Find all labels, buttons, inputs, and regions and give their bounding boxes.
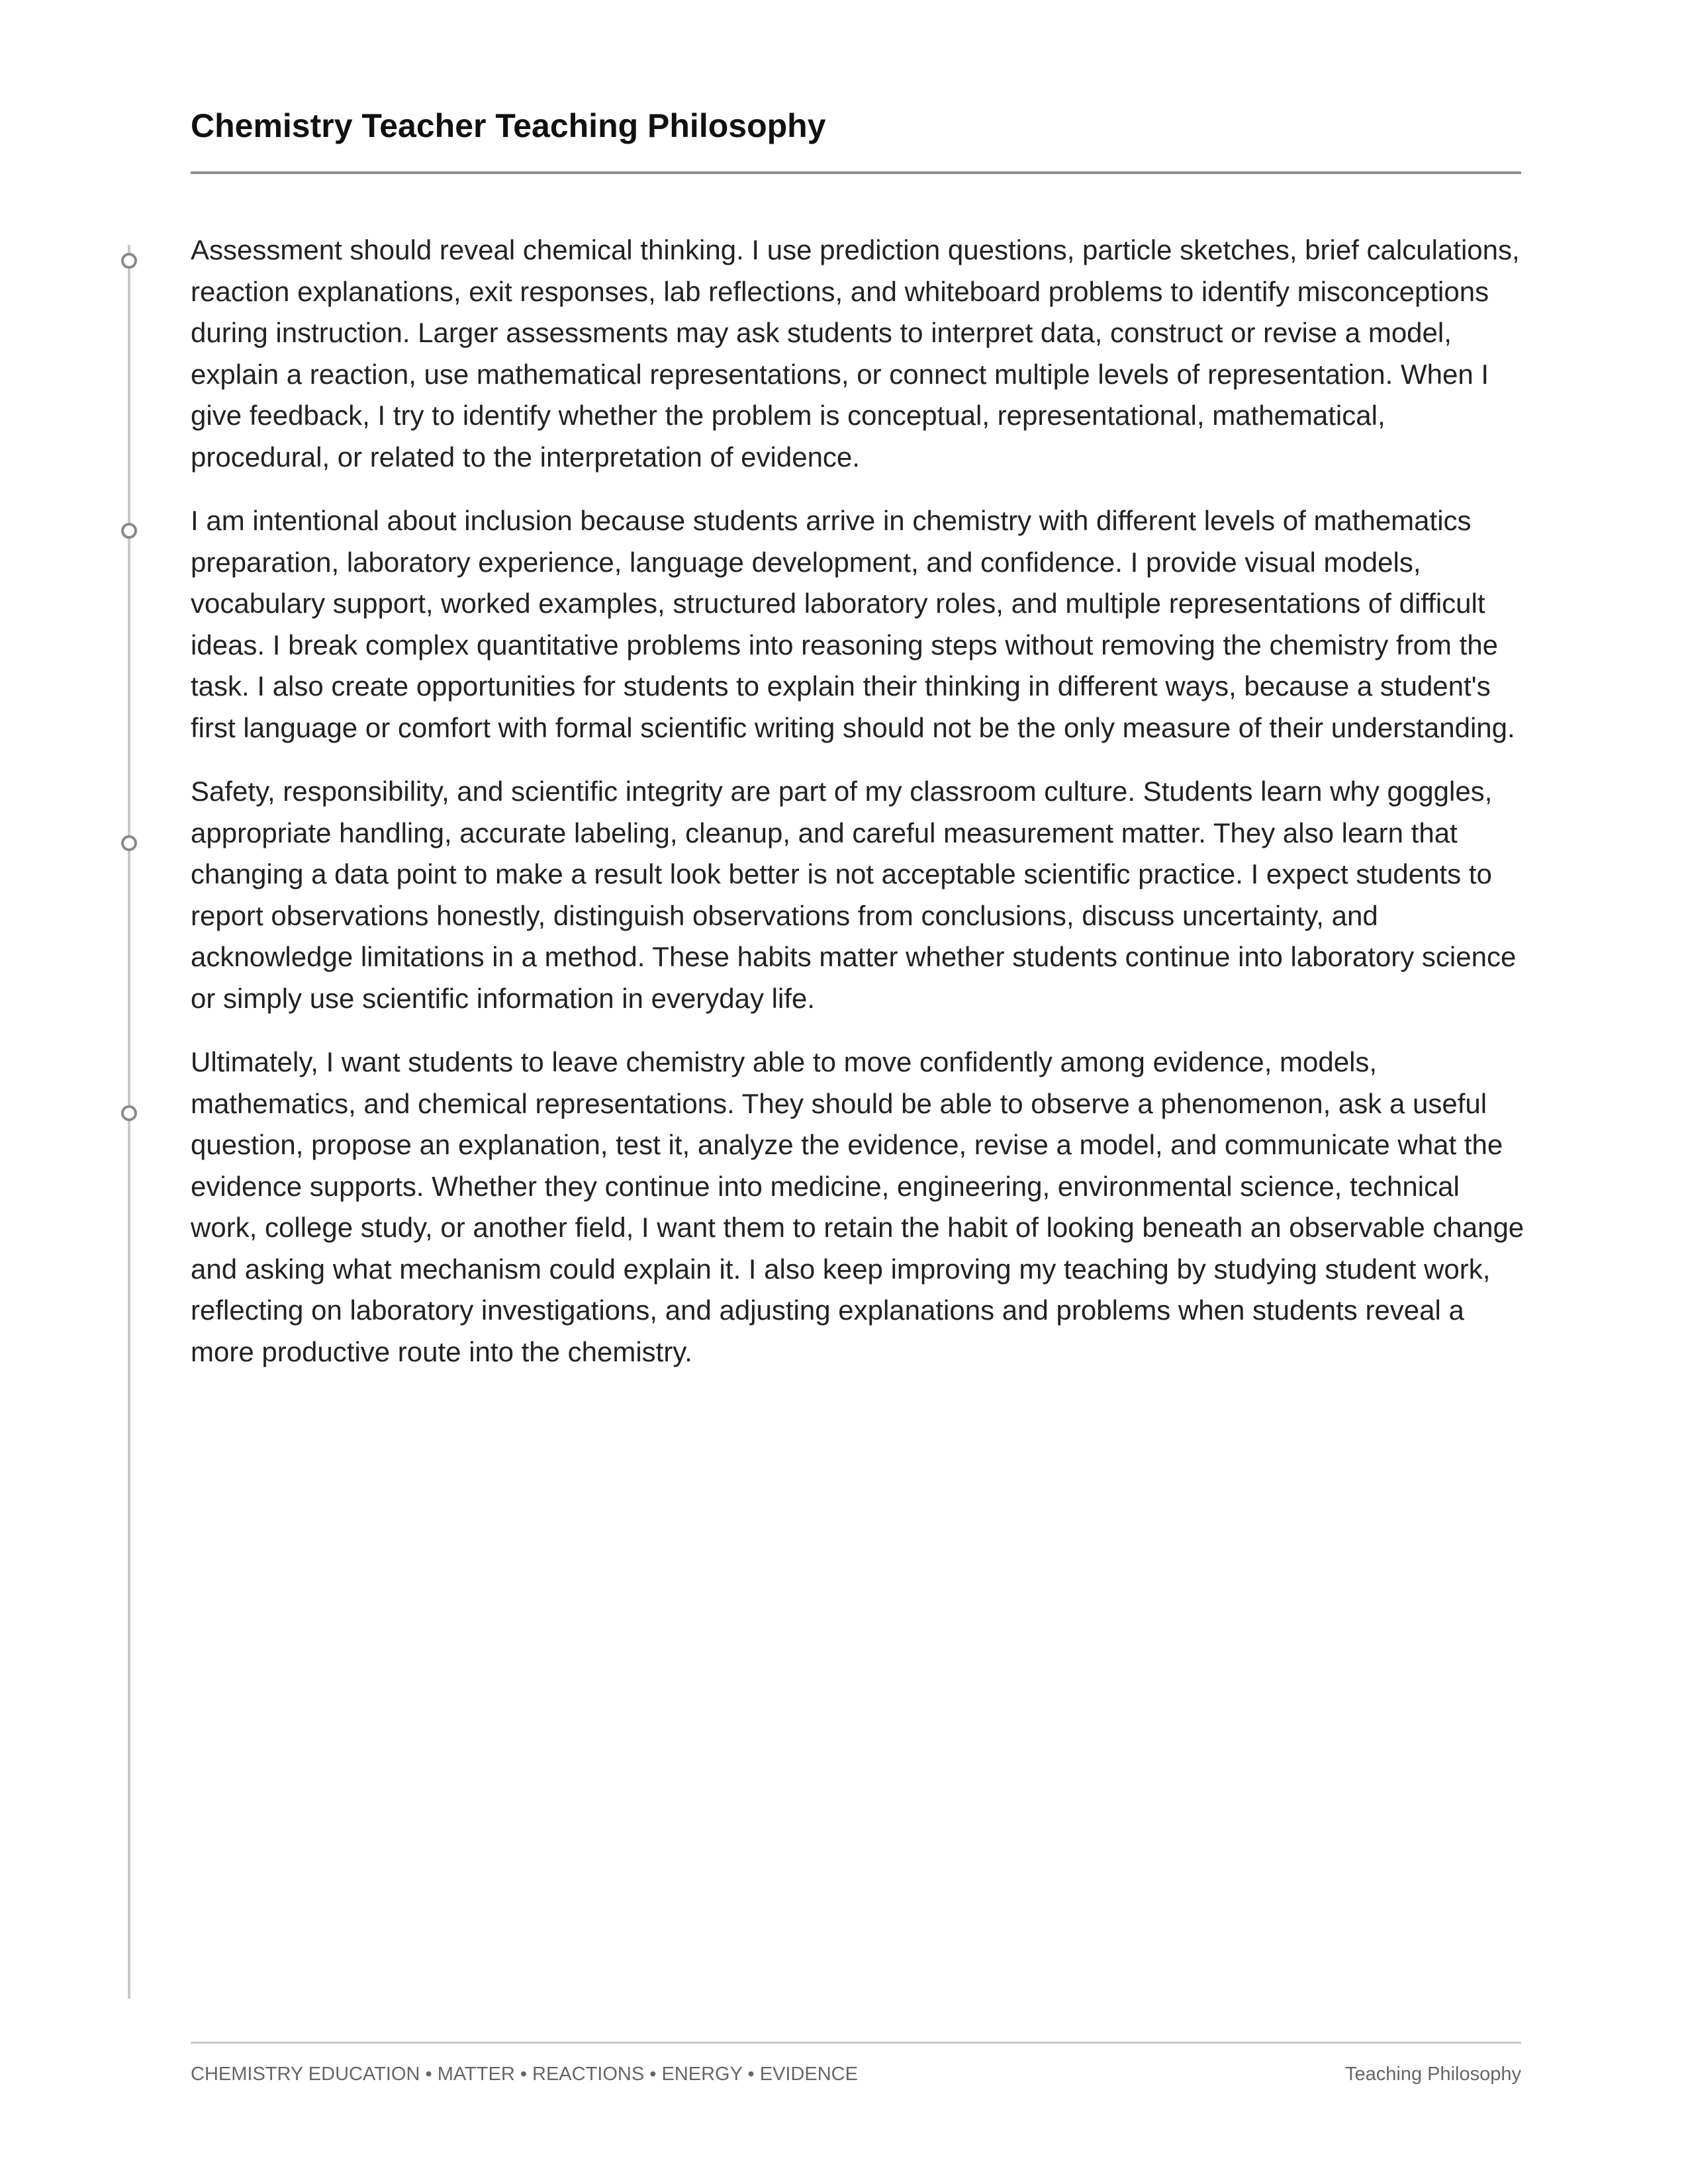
timeline-line xyxy=(128,245,130,1999)
paragraph-conclusion: Ultimately, I want students to leave chemistry able to move confidently among evidence, models, mathematics, and chemical representations. They should be able to observe a phenomenon, ask a useful question, propose an explanation, test it, analyze the evidence, revise a model, and communicate what the evidence supports. Whether they continue into medicine, engineering, environmental science, technical work, college study, or another field, I want them to retain the habit of looking beneath an observable change and asking what mechanism could explain it. I also keep improving my teaching by studying student work, reflecting on laboratory investigations, and adjusting explanations and problems when students reveal a more productive route into the chemistry. xyxy=(191,1046,1524,1367)
circle-marker-icon xyxy=(121,835,137,851)
footer-divider xyxy=(191,2042,1521,2044)
circle-marker-icon xyxy=(121,523,137,539)
circle-marker-icon xyxy=(121,253,137,269)
footer-subjects: CHEMISTRY EDUCATION • MATTER • REACTIONS • ENERGY • EVIDENCE xyxy=(191,2064,858,2085)
title-divider xyxy=(191,171,1521,174)
paragraph-assessment: Assessment should reveal chemical thinking. I use prediction questions, particle sketches, brief calculations, reaction explanations, exit responses, lab reflections, and whiteboard problems to identify misconceptions during instruction. Larger assessments may ask students to interpret data, construct or revise a model, explain a reaction, use mathematical representations, or connect multiple levels of representation. When I give feedback, I try to identify whether the problem is conceptual, representational, mathematical, procedural, or related to the interpretation of evidence. xyxy=(191,234,1520,473)
paragraph-inclusion: I am intentional about inclusion because students arrive in chemistry with different levels of mathematics preparation, laboratory experience, language development, and confidence. I provide visual models, vocabulary support, worked examples, structured laboratory roles, and multiple representations of difficult ideas. I break complex quantitative problems into reasoning steps without removing the chemistry from the task. I also create opportunities for students to explain their thinking in different ways, because a student's first language or comfort with formal scientific writing should not be the only measure of their understanding. xyxy=(191,505,1515,743)
body-text xyxy=(191,230,1525,1395)
paragraph-safety: Safety, responsibility, and scientific integrity are part of my classroom culture. Students learn why goggles, appropriate handling, accurate labeling, cleanup, and careful measurement matter. They also learn that changing a data point to make a result look better is not acceptable scientific practice. I expect students to report observations honestly, distinguish observations from conclusions, discuss uncertainty, and acknowledge limitations in a method. These habits matter whether students continue into laboratory science or simply use scientific information in everyday life. xyxy=(191,776,1517,1014)
circle-marker-icon xyxy=(121,1105,137,1121)
page-title: Chemistry Teacher Teaching Philosophy xyxy=(191,107,826,144)
footer-doc-label: Teaching Philosophy xyxy=(1344,2064,1521,2085)
